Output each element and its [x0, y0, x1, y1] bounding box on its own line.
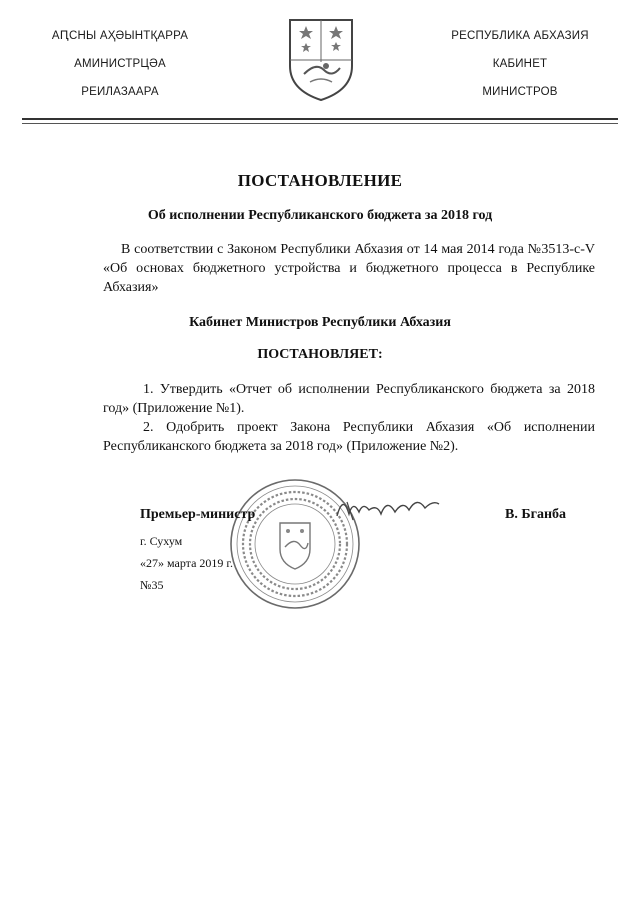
signatory-name: В. Бганба — [505, 507, 567, 522]
signatory-title: Премьер-министр — [140, 507, 256, 522]
handwritten-signature-icon — [333, 490, 443, 526]
place-of-issue: г. Сухум — [140, 534, 183, 548]
intro-paragraph: В соответствии с Законом Республики Абхазия от 14 мая 2014 года №3513-с-V «Об основах бюджетного устройства и бюджетного процесса в Республике Абхазия» — [103, 242, 595, 295]
issuing-body: Кабинет Министров Республики Абхазия — [189, 315, 451, 330]
header-left-line-3: РЕИЛАЗААРА — [81, 86, 159, 98]
header-right-line-2: КАБИНЕТ — [492, 58, 548, 70]
header-right-line-1: РЕСПУБЛИКА АБХАЗИЯ — [451, 30, 589, 42]
decrees-heading: ПОСТАНОВЛЯЕТ: — [257, 347, 383, 362]
header-abkhaz-block — [20, 22, 220, 106]
header-left-line-1: АԤСНЫ АҲӘЫНТҚАРРА — [51, 30, 189, 42]
decision-item-2: 2. Одобрить проект Закона Республики Абхазия «Об исполнении Республиканского бюджета за 2018 год» (Приложение №2). — [103, 420, 595, 454]
header-left-line-2: АМИНИСТРЦӘА — [74, 58, 166, 70]
header-right-line-3: МИНИСТРОВ — [482, 86, 558, 98]
header-russian-block — [420, 22, 620, 106]
document-title: ПОСТАНОВЛЕНИЕ — [237, 171, 403, 190]
header-divider-thin — [22, 123, 618, 124]
header-divider-thick — [22, 118, 618, 120]
document-subject: Об исполнении Республиканского бюджета за 2018 год — [147, 208, 493, 223]
decision-item-1: 1. Утвердить «Отчет об исполнении Республиканского бюджета за 2018 год» (Приложение №1). — [103, 382, 595, 416]
state-emblem-icon — [286, 16, 356, 102]
issue-date: «27» марта 2019 г. — [140, 556, 233, 570]
document-number: №35 — [140, 578, 164, 592]
